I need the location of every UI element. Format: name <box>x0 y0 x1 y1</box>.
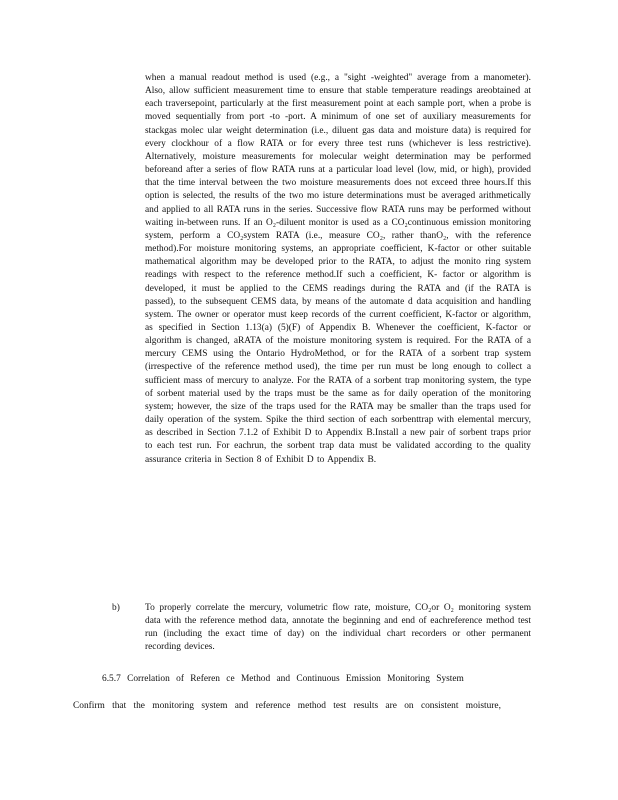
list-item-label: b) <box>112 603 120 613</box>
list-item-b-text: To properly correlate the mercury, volumetric flow rate, moisture, CO₂or O₂ monitoring system data with the reference method data, annotate the beginning and end of eachreference method test run (including the exact time of day) on the individual chart recorders or other permanent recording devices. <box>145 603 531 653</box>
section-heading: 6.5.7 Correlation of Referen ce Method and Continuous Emission Monitoring System <box>102 674 464 684</box>
continuation-paragraph <box>145 72 531 467</box>
paragraph-text: when a manual readout method is used (e.g., a "sight -weighted" average from a manometer). Also, allow sufficient measurement time to ensure that stable temperature readings areobtained at each traversepoint, particularly at the first measurement point at each sample port, when a probe is moved sequentially from port -to -port. A minimum of one set of auxiliary measurements for stackgas molec ular weight determination (i.e., diluent gas data and moisture data) is required for every clockhour of a flow RATA or for every three test runs (whichever is less restrictive). Alternatively, moisture measurements for molecular weight determination may be performed beforeand after a series of flow RATA runs at a particular load level (low, mid, or high), provided that the time interval between the two moisture measurements does not exceed three hours.If this option is selected, the results of the two mo isture determinations must be averaged arithmetically and applied to all RATA runs in the series. Successive flow RATA runs may be performed without waiting in-between runs. If an O₂-diluent monitor is used as a CO₂continuous emission monitoring system, perform a CO₂system RATA (i.e., measure CO₂, rather thanO₂, with the reference method).For moisture monitoring systems, an appropriate coefficient, K-factor or other suitable mathematical algorithm may be developed prior to the RATA, to adjust the monito ring system readings with respect to the reference method.If such a coefficient, K- factor or algorithm is developed, it must be applied to the CEMS readings during the RATA and (if the RATA is passed), to the subsequent CEMS data, by means of the automate d data acquisition and handling system. The owner or operator must keep records of the current coefficient, K-factor or algorithm, as specified in Section 1.13(a) (5)(F) of Appendix B. Whenever the coefficient, K-factor or algorithm is changed, aRATA of the moisture monitoring system is required. For the RATA of a mercury CEMS using the Ontario HydroMethod, or for the RATA of a sorbent trap system (irrespective of the reference method used), the time per run must be long enough to collect a sufficient mass of mercury to analyze. For the RATA of a sorbent trap monitoring system, the type of sorbent material used by the traps must be the same as for daily operation of the monitoring system; however, the size of the traps used for the RATA may be smaller than the traps used for daily operation of the system. Spike the third section of each sorbenttrap with elemental mercury, as described in Section 7.1.2 of Exhibit D to Appendix B.Install a new pair of sorbent traps prior to each test run. For eachrun, the sorbent trap data must be validated according to the quality assurance criteria in Section 8 of Exhibit D to Appendix B. <box>145 73 531 465</box>
body-text-line: Confirm that the monitoring system and reference method test results are on consistent moisture, <box>73 701 501 711</box>
